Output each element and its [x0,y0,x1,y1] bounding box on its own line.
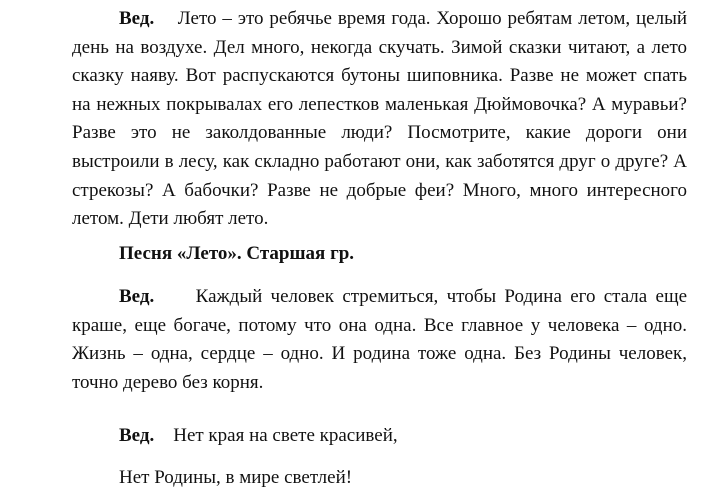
poem-text: Нет края на свете красивей, [173,425,398,446]
paragraph-text: Лето – это ребячье время года. Хорошо ребятам летом, целый день на воздухе. Дел много, некогда скучать. Зимой сказки читают, а лето сказку наяву. Вот распускаются бутоны шиповника. Разве не может спать на нежных покрывалах его лепестков маленькая Дюймовочка? А муравьи? Разве это не заколдованные люди? Посмотрите, какие дороги они выстроили в лесу, как складно работают они, как заботятся друг о друге? А стрекозы? А бабочки? Разве не добрые феи? Много, много интересного летом. Дети любят лето. [72,8,688,230]
paragraph-text: Каждый человек стремиться, чтобы Родина его стала еще краше, еще богаче, потому что она одна. Все главное у человека – одно. Жизнь – одна, сердце – одно. И родина тоже одна. Без Родины человек, точно дерево без корня. [72,286,688,393]
paragraph-summer-intro [72,5,687,234]
poem-line-2: Нет Родины, в мире светлей! [119,467,353,488]
speaker-label: Вед. [119,425,155,446]
paragraph-homeland [72,283,687,397]
poem-line-1 [72,422,687,451]
song-heading: Песня «Лето». Старшая гр. [119,243,355,264]
speaker-label: Вед. [119,8,155,29]
speaker-label: Вед. [119,286,155,307]
